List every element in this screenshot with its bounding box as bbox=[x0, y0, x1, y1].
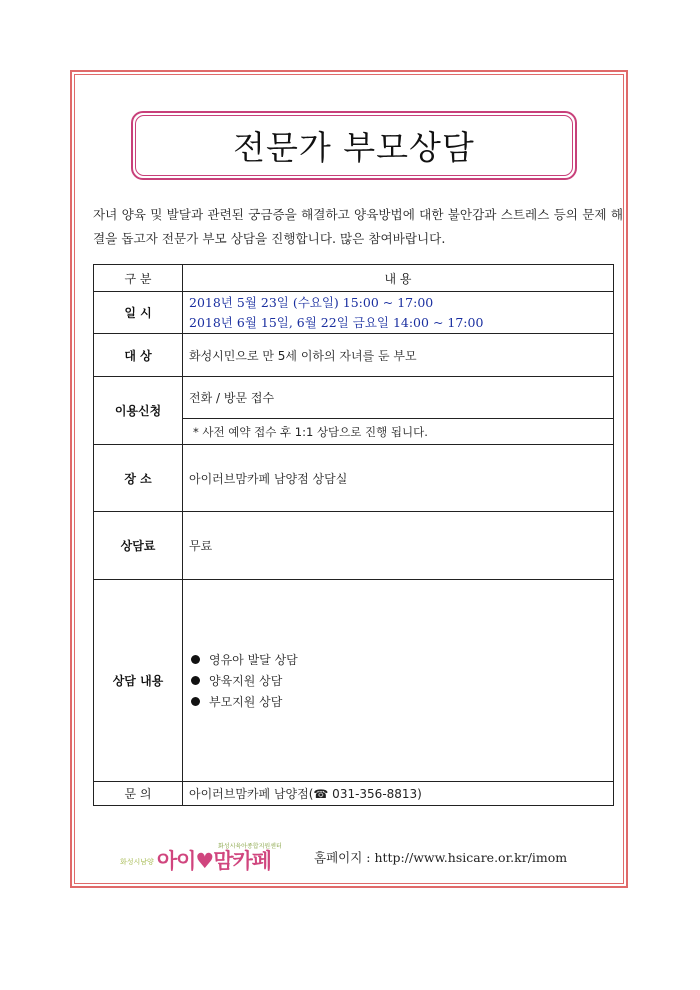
bullet-icon bbox=[191, 655, 200, 664]
target-value: 화성시민으로 만 5세 이하의 자녀를 둔 부모 bbox=[183, 334, 614, 377]
row-apply bbox=[94, 377, 614, 419]
row-schedule bbox=[94, 292, 614, 334]
row-fee bbox=[94, 512, 614, 580]
info-table bbox=[93, 264, 614, 806]
inquiry-value: 아이러브맘카페 남양점(☎ 031-356-8813) bbox=[183, 782, 614, 806]
bullet-icon bbox=[191, 697, 200, 706]
logo-small-text: 화성시남양 bbox=[120, 858, 154, 866]
fee-label: 상담료 bbox=[94, 512, 183, 580]
list-item: 양육지원 상담 bbox=[189, 670, 607, 691]
fee-value: 무료 bbox=[183, 512, 614, 580]
content-label: 상담 내용 bbox=[94, 580, 183, 782]
apply-note: * 사전 예약 접수 후 1:1 상담으로 진행 됩니다. bbox=[183, 419, 614, 445]
schedule-line-2: 2018년 6월 15일, 6월 22일 금요일 14:00 ~ 17:00 bbox=[189, 314, 484, 330]
header-content: 내 용 bbox=[183, 265, 614, 292]
row-target bbox=[94, 334, 614, 377]
row-content bbox=[94, 580, 614, 782]
place-label: 장 소 bbox=[94, 445, 183, 512]
content-list bbox=[189, 649, 607, 712]
apply-label: 이용신청 bbox=[94, 377, 183, 445]
content-value bbox=[183, 580, 614, 782]
apply-value: 전화 / 방문 접수 bbox=[183, 377, 614, 419]
header-category: 구 분 bbox=[94, 265, 183, 292]
cafe-logo bbox=[120, 843, 282, 873]
homepage-link[interactable]: 홈페이지 : http://www.hsicare.or.kr/imom bbox=[314, 850, 568, 865]
bullet-icon bbox=[191, 676, 200, 685]
page-title: 전문가 부모상담 bbox=[233, 128, 475, 167]
target-label: 대 상 bbox=[94, 334, 183, 377]
list-item: 부모지원 상담 bbox=[189, 691, 607, 712]
list-item: 영유아 발달 상담 bbox=[189, 649, 607, 670]
row-inquiry bbox=[94, 782, 614, 806]
row-place bbox=[94, 445, 614, 512]
logo-main-text: 아이♥맘카페 bbox=[156, 849, 272, 873]
place-value: 아이러브맘카페 남양점 상담실 bbox=[183, 445, 614, 512]
table-header-row bbox=[94, 265, 614, 292]
schedule-label: 일 시 bbox=[94, 292, 183, 334]
inquiry-label: 문 의 bbox=[94, 782, 183, 806]
intro-paragraph: 자녀 양육 및 발달과 관련된 궁금증을 해결하고 양육방법에 대한 불안감과 스트레스 등의 문제 해결을 돕고자 전문가 부모 상담을 진행합니다. 많은 참여바랍니다. bbox=[93, 207, 623, 246]
logo-tagline: 화성시육아종합지원센터 bbox=[218, 843, 282, 850]
schedule-value bbox=[183, 292, 614, 334]
schedule-line-1: 2018년 5월 23일 (수요일) 15:00 ~ 17:00 bbox=[189, 294, 434, 310]
